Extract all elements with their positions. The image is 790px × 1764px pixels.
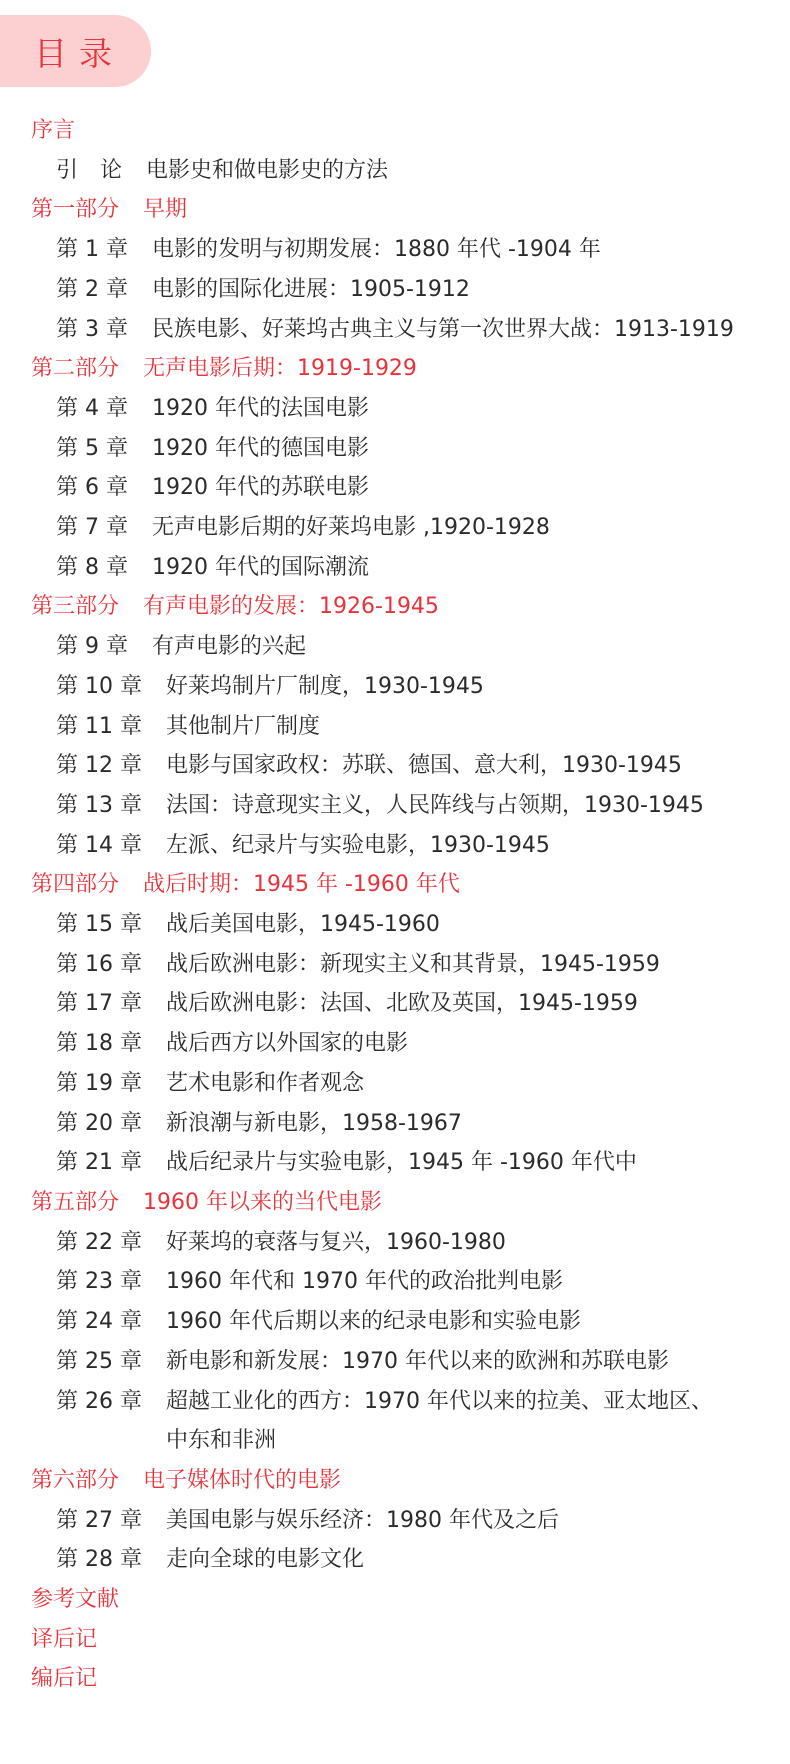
chapter-number: 第 27 章 [56, 1507, 142, 1533]
chapter-title: 1920 年代的法国电影 [151, 395, 369, 421]
chapter-number: 第 16 章 [56, 951, 142, 977]
chapter-number: 第 3 章 [56, 316, 128, 342]
chapter-title: 电影史和做电影史的方法 [146, 157, 389, 183]
chapter-title: 1960 年代后期以来的纪录电影和实验电影 [165, 1309, 581, 1335]
chapter-number: 第 13 章 [56, 792, 142, 818]
chapter-number: 第 21 章 [56, 1150, 142, 1176]
chapter-number: 第 4 章 [56, 395, 128, 421]
chapter-number: 引 论 [56, 157, 123, 183]
toc-part-entry[interactable] [31, 190, 771, 230]
toc-chapter-entry[interactable] [31, 1540, 771, 1580]
chapter-number: 第 11 章 [56, 713, 142, 739]
chapter-title: 无声电影后期的好莱坞电影 ,1920-1928 [151, 515, 550, 541]
toc-part-entry[interactable] [31, 1659, 771, 1699]
chapter-title: 艺术电影和作者观念 [165, 1070, 364, 1096]
chapter-title: 战后纪录片与实验电影，1945 年 -1960 年代中 [165, 1150, 637, 1176]
toc-part-entry[interactable] [31, 587, 771, 627]
chapter-title: 法国：诗意现实主义，人民阵线与占领期，1930-1945 [165, 792, 704, 818]
chapter-number: 第 15 章 [56, 912, 142, 938]
part-title: 战后时期：1945 年 -1960 年代 [143, 872, 460, 898]
toc-part-entry[interactable] [31, 1620, 771, 1660]
toc-chapter-entry[interactable] [31, 1302, 771, 1342]
chapter-number: 第 28 章 [56, 1547, 142, 1573]
toc-chapter-entry[interactable] [31, 945, 771, 985]
part-label: 第二部分 [31, 356, 120, 382]
chapter-number: 第 26 章 [56, 1388, 142, 1414]
toc-chapter-entry[interactable] [31, 786, 771, 826]
chapter-title: 有声电影的兴起 [151, 634, 306, 660]
chapter-number: 第 18 章 [56, 1031, 142, 1057]
toc-part-entry[interactable] [31, 349, 771, 389]
chapter-title: 1920 年代的苏联电影 [151, 475, 369, 501]
part-label: 序言 [31, 118, 76, 143]
part-label: 参考文献 [31, 1587, 120, 1613]
toc-chapter-entry[interactable] [31, 1143, 771, 1183]
chapter-number: 第 1 章 [56, 237, 128, 263]
chapter-number: 第 24 章 [56, 1309, 142, 1335]
chapter-title: 战后西方以外国家的电影 [165, 1031, 408, 1057]
part-label: 编后记 [31, 1666, 98, 1692]
part-label: 第三部分 [31, 594, 120, 620]
chapter-title: 其他制片厂制度 [165, 713, 320, 739]
chapter-number: 第 23 章 [56, 1269, 142, 1295]
toc-chapter-entry[interactable] [31, 746, 771, 786]
toc-chapter-entry[interactable] [31, 1382, 771, 1461]
chapter-number: 第 14 章 [56, 832, 142, 858]
chapter-title: 电影的发明与初期发展：1880 年代 -1904 年 [151, 237, 601, 263]
part-label: 第六部分 [31, 1467, 120, 1493]
toc-chapter-entry[interactable] [31, 667, 771, 707]
part-label: 译后记 [31, 1626, 98, 1652]
chapter-title: 战后美国电影，1945-1960 [165, 912, 440, 938]
part-title: 有声电影的发展：1926-1945 [143, 594, 439, 620]
chapter-number: 第 5 章 [56, 435, 128, 461]
toc-chapter-entry[interactable] [31, 151, 771, 191]
toc-chapter-entry[interactable] [31, 707, 771, 747]
part-label: 第五部分 [31, 1189, 120, 1215]
chapter-number: 第 10 章 [56, 673, 142, 699]
chapter-number: 第 17 章 [56, 991, 142, 1017]
toc-part-entry[interactable] [31, 111, 771, 151]
chapter-number: 第 2 章 [56, 276, 128, 302]
toc-chapter-entry[interactable] [31, 508, 771, 548]
toc-header-tab [0, 15, 151, 87]
chapter-title: 新电影和新发展：1970 年代以来的欧洲和苏联电影 [165, 1348, 669, 1374]
chapter-title: 1920 年代的德国电影 [151, 435, 369, 461]
toc-part-entry[interactable] [31, 865, 771, 905]
toc-chapter-entry[interactable] [31, 1342, 771, 1382]
toc-chapter-entry[interactable] [31, 548, 771, 588]
chapter-title: 好莱坞的衰落与复兴，1960-1980 [165, 1229, 506, 1255]
toc-part-entry[interactable] [31, 1183, 771, 1223]
part-title: 无声电影后期：1919-1929 [143, 356, 417, 382]
toc-chapter-entry[interactable] [31, 389, 771, 429]
chapter-title: 新浪潮与新电影，1958-1967 [165, 1110, 462, 1136]
chapter-number: 第 6 章 [56, 475, 128, 501]
chapter-number: 第 12 章 [56, 753, 142, 779]
chapter-title: 美国电影与娱乐经济：1980 年代及之后 [165, 1507, 559, 1533]
toc-chapter-entry[interactable] [31, 468, 771, 508]
chapter-number: 第 20 章 [56, 1110, 142, 1136]
part-title: 1960 年以来的当代电影 [143, 1189, 382, 1215]
toc-chapter-entry[interactable] [31, 1501, 771, 1541]
toc-chapter-entry[interactable] [31, 627, 771, 667]
part-title: 电子媒体时代的电影 [143, 1467, 342, 1493]
toc-chapter-entry[interactable] [31, 429, 771, 469]
chapter-number: 第 9 章 [56, 634, 128, 660]
toc-chapter-entry[interactable] [31, 270, 771, 310]
chapter-title: 左派、纪录片与实验电影，1930-1945 [165, 832, 550, 858]
toc-chapter-entry[interactable] [31, 1223, 771, 1263]
toc-chapter-entry[interactable] [31, 826, 771, 866]
toc-chapter-entry[interactable] [31, 230, 771, 270]
chapter-number: 第 22 章 [56, 1229, 142, 1255]
toc-heading: 目录 [34, 33, 124, 73]
toc-chapter-entry[interactable] [31, 905, 771, 945]
chapter-title: 电影的国际化进展：1905-1912 [151, 276, 470, 302]
chapter-title: 电影与国家政权：苏联、德国、意大利，1930-1945 [165, 753, 682, 779]
chapter-number: 第 8 章 [56, 554, 128, 580]
toc-chapter-entry[interactable] [31, 310, 771, 350]
part-label: 第四部分 [31, 872, 120, 898]
chapter-title: 超越工业化的西方：1970 年代以来的拉美、亚太地区、 中东和非洲 [165, 1388, 713, 1454]
toc-chapter-entry[interactable] [31, 1262, 771, 1302]
table-of-contents [31, 111, 771, 1699]
part-label: 第一部分 [31, 197, 120, 223]
chapter-title: 1960 年代和 1970 年代的政治批判电影 [165, 1269, 563, 1295]
chapter-number: 第 25 章 [56, 1348, 142, 1374]
chapter-number: 第 19 章 [56, 1070, 142, 1096]
toc-part-entry[interactable] [31, 1580, 771, 1620]
toc-chapter-entry[interactable] [31, 1064, 771, 1104]
toc-part-entry[interactable] [31, 1461, 771, 1501]
chapter-title: 1920 年代的国际潮流 [151, 554, 369, 580]
toc-chapter-entry[interactable] [31, 1024, 771, 1064]
chapter-title: 战后欧洲电影：新现实主义和其背景，1945-1959 [165, 951, 660, 977]
chapter-number: 第 7 章 [56, 515, 128, 541]
chapter-title: 走向全球的电影文化 [165, 1547, 364, 1573]
part-title: 早期 [143, 197, 188, 223]
chapter-title: 民族电影、好莱坞古典主义与第一次世界大战：1913-1919 [151, 316, 734, 342]
toc-chapter-entry[interactable] [31, 984, 771, 1024]
toc-chapter-entry[interactable] [31, 1104, 771, 1144]
chapter-title: 战后欧洲电影：法国、北欧及英国，1945-1959 [165, 991, 638, 1017]
chapter-title: 好莱坞制片厂制度，1930-1945 [165, 673, 484, 699]
